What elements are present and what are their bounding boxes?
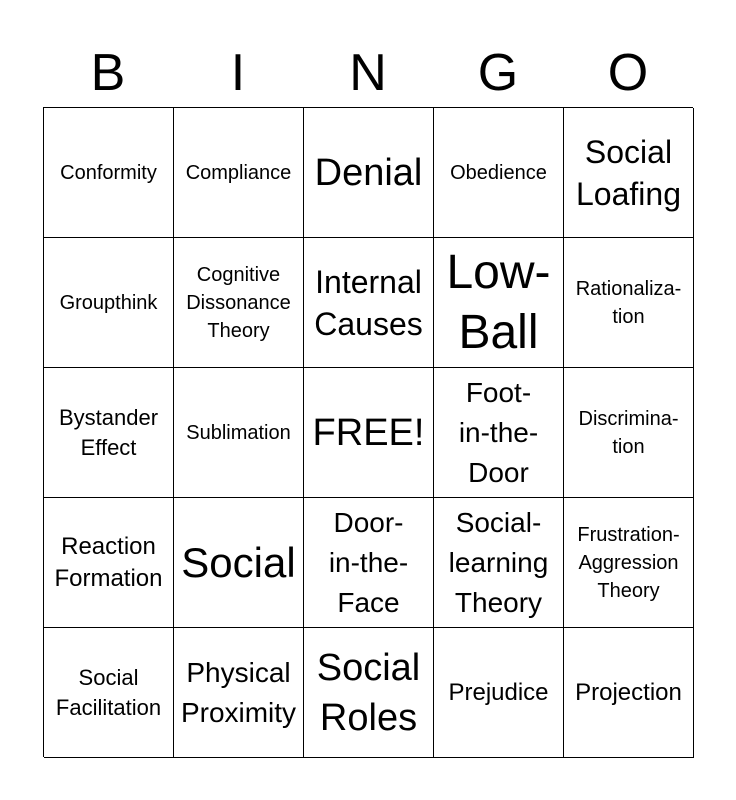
cell-label: Internal Causes <box>314 263 423 342</box>
cell-label: Social Facilitation <box>55 664 162 720</box>
bingo-board <box>43 107 693 757</box>
cell-label: Compliance <box>185 161 292 184</box>
cell-label: Foot- in-the- Door <box>458 376 539 488</box>
bingo-cell[interactable] <box>304 238 434 368</box>
bingo-cell[interactable] <box>44 498 174 628</box>
bingo-header <box>43 40 693 106</box>
bingo-cell[interactable] <box>304 628 434 758</box>
cell-label: Denial <box>314 151 423 194</box>
header-letter-o: O <box>607 44 649 102</box>
bingo-cell[interactable] <box>564 108 694 238</box>
bingo-cell[interactable] <box>174 238 304 368</box>
cell-label: Low- Ball <box>446 245 551 359</box>
cell-label: Conformity <box>60 161 157 184</box>
cell-label: Sublimation <box>186 421 291 444</box>
free-space-label: FREE! <box>312 411 425 454</box>
bingo-cell[interactable] <box>434 238 564 368</box>
header-letter-i: I <box>230 44 246 102</box>
cell-label: Door- in-the- Face <box>328 506 409 618</box>
bingo-cell[interactable] <box>174 628 304 758</box>
cell-label: Social <box>181 538 296 586</box>
cell-label: Frustration- Aggression Theory <box>577 523 680 602</box>
cell-label: Social- learning Theory <box>448 506 549 618</box>
bingo-cell[interactable] <box>564 238 694 368</box>
bingo-cell[interactable] <box>44 368 174 498</box>
cell-label: Projection <box>575 678 682 706</box>
bingo-cell[interactable] <box>434 368 564 498</box>
bingo-cell[interactable] <box>44 238 174 368</box>
cell-label: Rationaliza- tion <box>575 277 682 328</box>
cell-label: Social Loafing <box>576 133 681 212</box>
cell-label: Reaction Formation <box>54 532 163 592</box>
cell-label: Cognitive Dissonance Theory <box>186 263 291 342</box>
cell-label: Social Roles <box>316 646 421 739</box>
header-letter-b: B <box>90 44 126 102</box>
cell-label: Discrimina- tion <box>578 407 679 458</box>
bingo-cell[interactable] <box>174 498 304 628</box>
cell-label: Obedience <box>450 161 547 184</box>
bingo-cell[interactable] <box>434 108 564 238</box>
cell-label: Groupthink <box>59 291 158 314</box>
bingo-cell[interactable] <box>44 108 174 238</box>
bingo-cell[interactable] <box>434 498 564 628</box>
bingo-cell[interactable] <box>44 628 174 758</box>
cell-label: Physical Proximity <box>180 656 297 728</box>
bingo-cell[interactable] <box>434 628 564 758</box>
bingo-cell[interactable] <box>564 368 694 498</box>
bingo-cell[interactable] <box>174 108 304 238</box>
header-letter-n: N <box>349 44 387 102</box>
bingo-cell[interactable] <box>564 628 694 758</box>
bingo-cell[interactable] <box>304 498 434 628</box>
cell-label: Bystander Effect <box>58 404 159 460</box>
bingo-cell[interactable] <box>564 498 694 628</box>
bingo-cell[interactable] <box>304 108 434 238</box>
bingo-cell[interactable] <box>174 368 304 498</box>
cell-label: Prejudice <box>448 678 549 706</box>
header-letter-g: G <box>477 44 519 102</box>
bingo-free-space[interactable] <box>304 368 434 498</box>
